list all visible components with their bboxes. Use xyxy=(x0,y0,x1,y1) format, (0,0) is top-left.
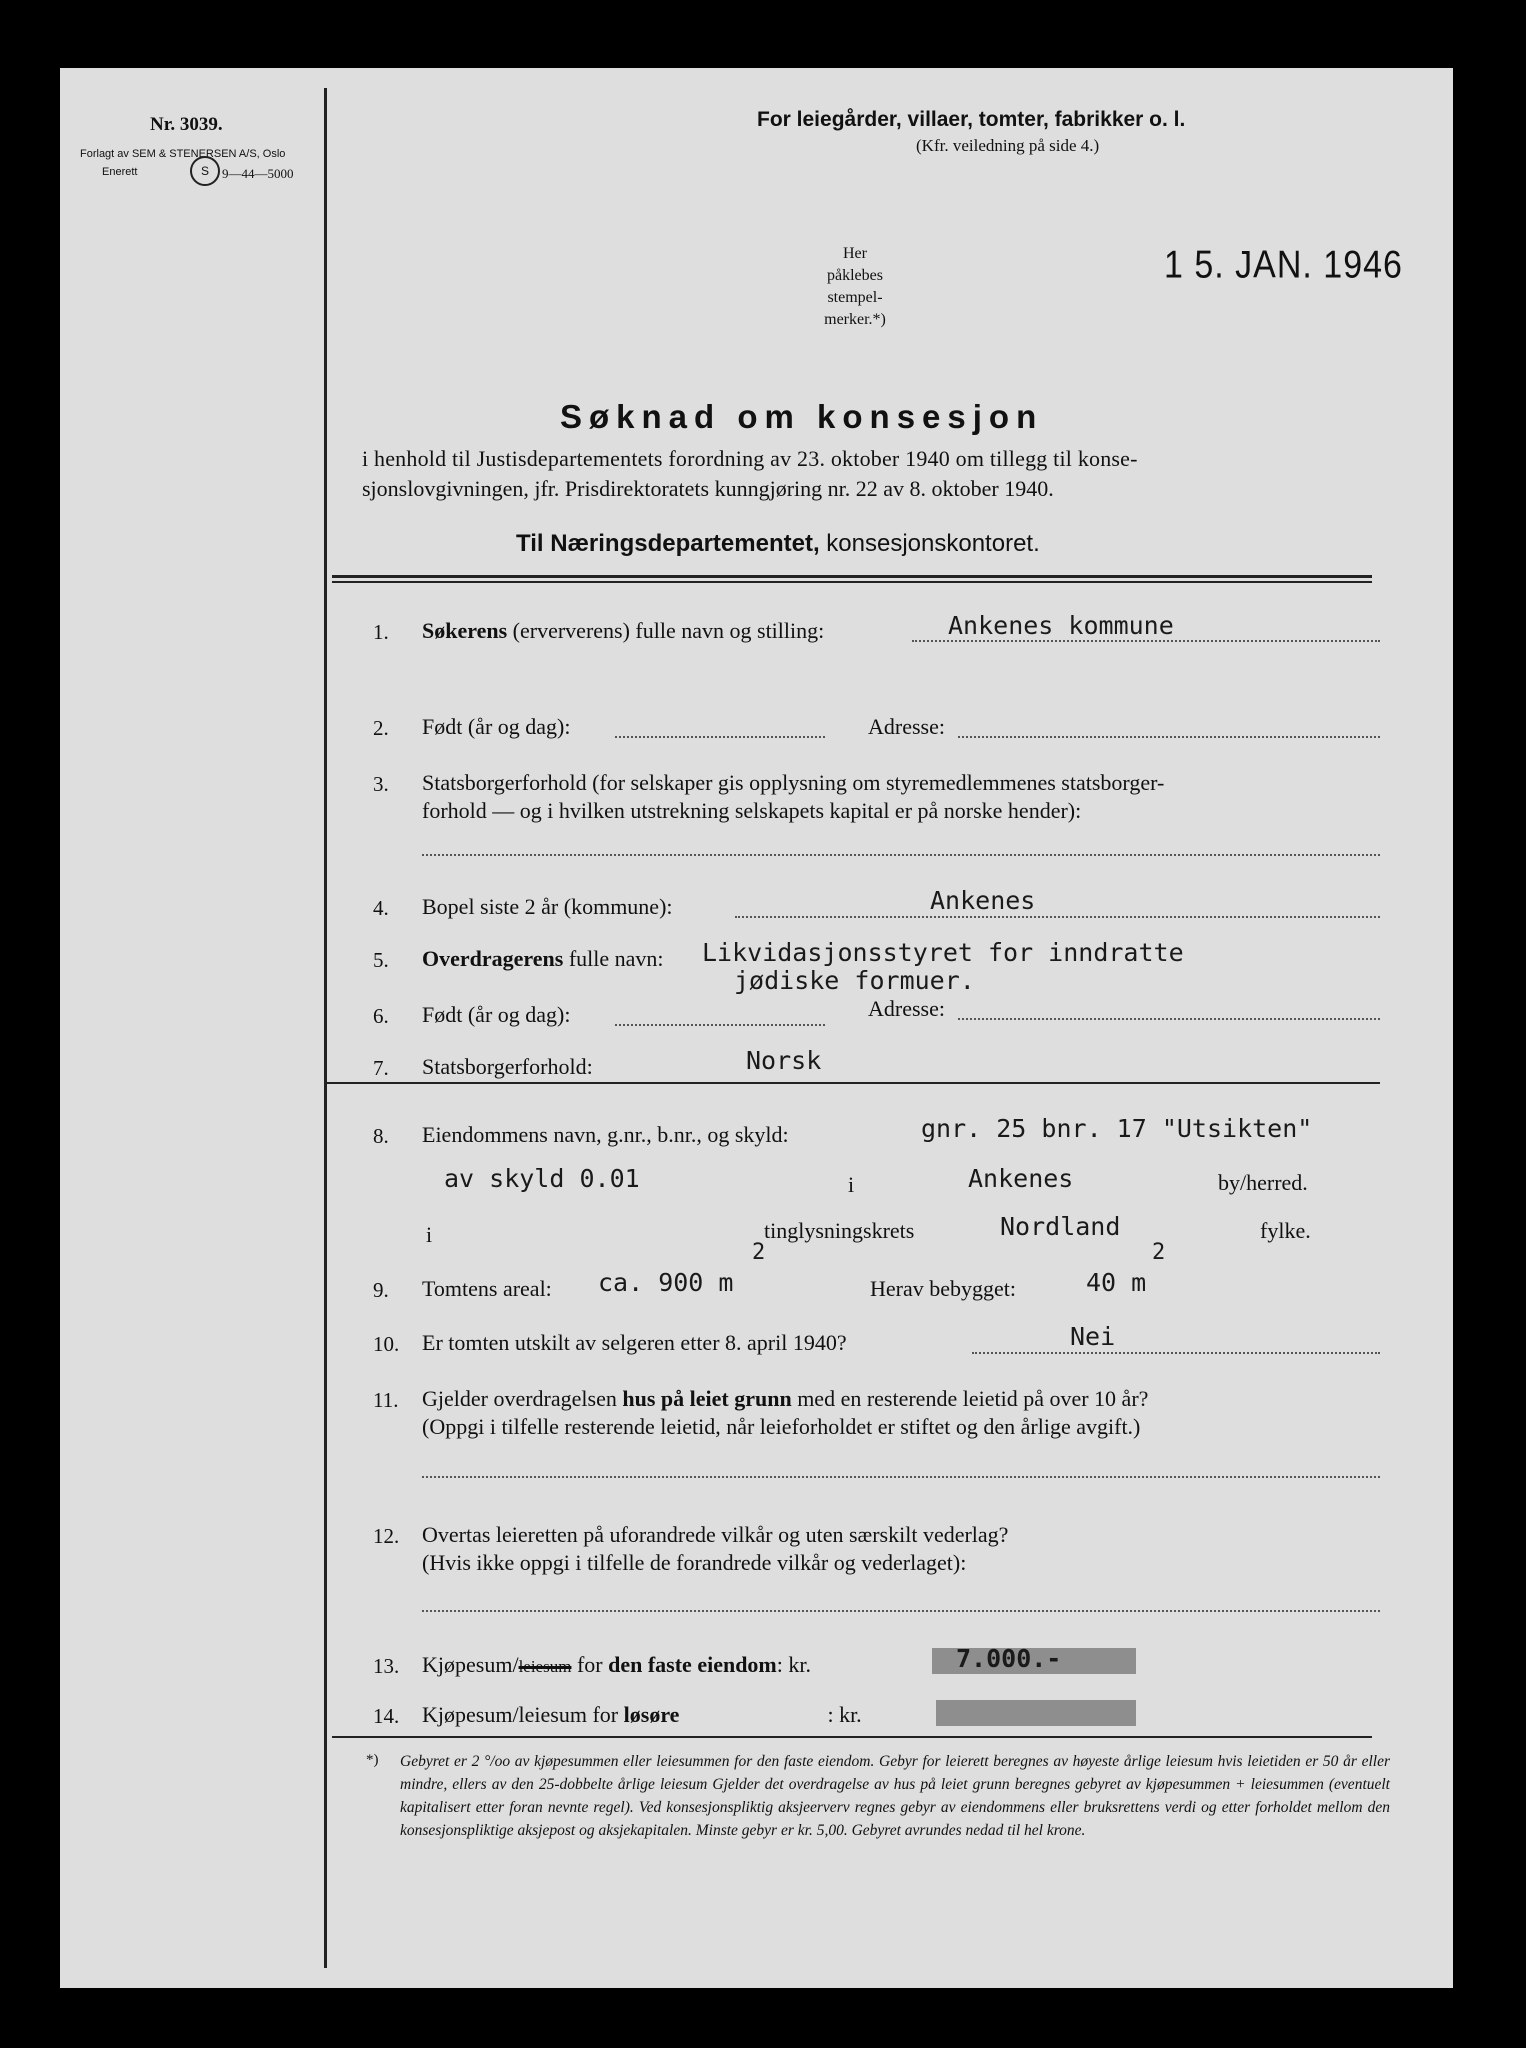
plot-separation-label: Er tomten utskilt av selgeren etter 8. april 1940? xyxy=(422,1330,847,1355)
item-number: 3. xyxy=(373,772,389,796)
leased-land-bold: hus på leiet grunn xyxy=(622,1386,792,1411)
intro-line: i henhold til Justisdepartementets forordning av 23. oktober 1940 om tillegg til konse- xyxy=(362,446,1138,471)
purchase-price-label xyxy=(422,1652,811,1678)
censor-shading xyxy=(936,1700,1136,1726)
document-title: Søknad om konsesjon xyxy=(560,398,1044,435)
form-heading: For leiegårder, villaer, tomter, fabrikker o. l. xyxy=(757,108,1186,131)
movables-price-bold: løsøre xyxy=(623,1702,680,1727)
transferor-citizenship-value: Norsk xyxy=(746,1046,822,1075)
built-area-label: Herav bebygget: xyxy=(870,1276,1016,1301)
dotted-line xyxy=(422,1476,1380,1478)
item-number: 7. xyxy=(373,1056,389,1080)
item-number: 11. xyxy=(373,1388,399,1412)
lease-terms-label: Overtas leieretten på uforandrede vilkår og uten særskilt vederlag? xyxy=(422,1522,1009,1547)
property-municipality-value: Ankenes xyxy=(968,1164,1074,1193)
dotted-line xyxy=(958,1018,1380,1020)
built-area-value: 40 m xyxy=(1086,1268,1147,1297)
applicant-address-label: Adresse: xyxy=(868,714,945,739)
addressee-bold: Til Næringsdepartementet, xyxy=(516,530,820,557)
footnote-text: Gebyret er 2 °/oo av kjøpesummen eller leiesummen for den faste eiendom. Gebyr for leierett beregnes av høyeste årlige leiesum hvis leietiden er 50 år eller mindre, ellers av den 25-dobbelte årlige leiesum Gjelder det overdragelse av hus på leiet grunn beregnes gebyret av kjøpesummen + leiesummen (eventuelt kapitalisert etter foran nevnte regel). Ved konsesjonspliktig aksjeerverv regnes gebyr av eiendommens eller bruksrettens verdi og etter forholdet mellom den konsesjonspliktige aksjepost og aksjekapitalen. Minste gebyr er kr. 5,00. Gebyret avrundes nedad til hel krone. xyxy=(400,1753,1390,1839)
dotted-line xyxy=(422,854,1380,856)
publisher-logo-icon: S xyxy=(190,156,220,186)
purchase-price-text: for xyxy=(571,1652,609,1677)
transferor-citizenship-label: Statsborgerforhold: xyxy=(422,1054,593,1079)
item-number: 9. xyxy=(373,1278,389,1302)
citizenship-label: forhold — og i hvilken utstrekning selskapets kapital er på norske hender): xyxy=(422,798,1082,823)
received-date-stamp: 1 5. JAN. 1946 xyxy=(1164,243,1403,287)
title-rule xyxy=(332,575,1372,578)
transferor-label-bold: Overdragerens xyxy=(422,946,564,971)
item-number: 1. xyxy=(373,620,389,644)
stamp-area-line: merker.*) xyxy=(824,311,886,328)
built-area-unit-exponent: 2 xyxy=(1152,1240,1166,1265)
purchase-price-text: Kjøpesum/ xyxy=(422,1652,519,1677)
county-value: Nordland xyxy=(1000,1212,1121,1241)
item-number: 14. xyxy=(373,1704,400,1728)
plot-separation-value: Nei xyxy=(1070,1322,1116,1351)
movables-price-label xyxy=(422,1702,862,1728)
plot-area-unit-exponent: 2 xyxy=(752,1240,766,1265)
residence-value: Ankenes xyxy=(930,886,1036,915)
applicant-label-text: (erververens) fulle navn og stilling: xyxy=(507,618,825,643)
margin-rule xyxy=(324,88,327,1968)
item-number: 4. xyxy=(373,896,389,920)
movables-price-text: : kr. xyxy=(827,1702,862,1727)
form-subheading: (Kfr. veiledning på side 4.) xyxy=(916,136,1100,155)
dotted-line xyxy=(912,640,1380,642)
registration-district-label: tinglysningskrets xyxy=(764,1218,915,1243)
stamp-area xyxy=(800,243,910,331)
footnote-rule xyxy=(332,1736,1372,1738)
applicant-birth-label: Født (år og dag): xyxy=(422,714,571,739)
purchase-price-bold: den faste eiendom xyxy=(608,1652,777,1677)
leased-land-text: Gjelder overdragelsen xyxy=(422,1386,623,1411)
transferor-label xyxy=(422,946,664,972)
transferor-birth-label: Født (år og dag): xyxy=(422,1002,571,1027)
plot-area-label: Tomtens areal: xyxy=(422,1276,552,1301)
item-number: 13. xyxy=(373,1654,400,1678)
dotted-line xyxy=(958,736,1380,738)
item-number: 8. xyxy=(373,1124,389,1148)
property-value: gnr. 25 bnr. 17 "Utsikten" xyxy=(921,1114,1313,1143)
purchase-price-value: 7.000.- xyxy=(956,1644,1062,1673)
property-tax-value: av skyld 0.01 xyxy=(444,1164,640,1193)
county-label: fylke. xyxy=(1260,1218,1311,1243)
applicant-name-value: Ankenes kommune xyxy=(948,611,1174,640)
item-number: 5. xyxy=(373,948,389,972)
movables-price-text: Kjøpesum/leiesum for xyxy=(422,1702,624,1727)
intro-line: sjonslovgivningen, jfr. Prisdirektoratets kunngjøring nr. 22 av 8. oktober 1940. xyxy=(362,476,1054,501)
property-in-label: i xyxy=(426,1222,433,1247)
struck-out-text: leiesum xyxy=(518,1657,572,1676)
form-page xyxy=(60,68,1453,1988)
publisher-line: Forlagt av SEM & STENERSEN A/S, Oslo xyxy=(80,148,286,160)
dotted-line xyxy=(972,1352,1380,1354)
stamp-area-line: Her xyxy=(843,245,867,262)
leased-land-label xyxy=(422,1386,1148,1412)
applicant-label-bold: Søkerens xyxy=(422,618,508,643)
plot-area-value: ca. 900 m xyxy=(598,1268,734,1297)
transferor-name-value: Likvidasjonsstyret for inndratte xyxy=(702,938,1184,967)
item-number: 12. xyxy=(373,1524,400,1548)
print-code: 9—44—5000 xyxy=(222,166,294,181)
residence-label: Bopel siste 2 år (kommune): xyxy=(422,894,673,919)
transferor-address-label: Adresse: xyxy=(868,996,945,1021)
footnote-marker: *) xyxy=(366,1752,379,1768)
addressee-rest: konsesjonskontoret. xyxy=(819,530,1040,557)
property-label: Eiendommens navn, g.nr., b.nr., og skyld: xyxy=(422,1122,789,1147)
dotted-line xyxy=(422,1610,1380,1612)
property-byherred-label: by/herred. xyxy=(1218,1170,1308,1195)
item-number: 2. xyxy=(373,716,389,740)
item-number: 10. xyxy=(373,1332,400,1356)
transferor-name-value: jødiske formuer. xyxy=(734,966,975,995)
stamp-area-line: stempel- xyxy=(827,289,883,306)
property-in-label: i xyxy=(848,1172,855,1197)
transferor-label-text: fulle navn: xyxy=(563,946,664,971)
lease-terms-note: (Hvis ikke oppgi i tilfelle de forandrede vilkår og vederlaget): xyxy=(422,1550,967,1575)
leased-land-note: (Oppgi i tilfelle resterende leietid, når leieforholdet er stiftet og den årlige avgift.) xyxy=(422,1414,1141,1439)
leased-land-text: med en resterende leietid på over 10 år? xyxy=(791,1386,1149,1411)
item-number: 6. xyxy=(373,1004,389,1028)
addressee xyxy=(516,530,1040,558)
publisher-rights: Enerett xyxy=(102,166,138,178)
dotted-line xyxy=(735,916,1380,918)
dotted-line xyxy=(615,736,825,738)
form-number: Nr. 3039. xyxy=(150,114,223,135)
dotted-line xyxy=(615,1024,825,1026)
applicant-label xyxy=(422,618,824,644)
section-rule xyxy=(327,1082,1380,1084)
citizenship-label: Statsborgerforhold (for selskaper gis opplysning om styremedlemmenes statsborger- xyxy=(422,770,1165,795)
stamp-area-line: påklebes xyxy=(827,267,883,284)
title-rule xyxy=(332,581,1372,583)
purchase-price-text: : kr. xyxy=(776,1652,811,1677)
